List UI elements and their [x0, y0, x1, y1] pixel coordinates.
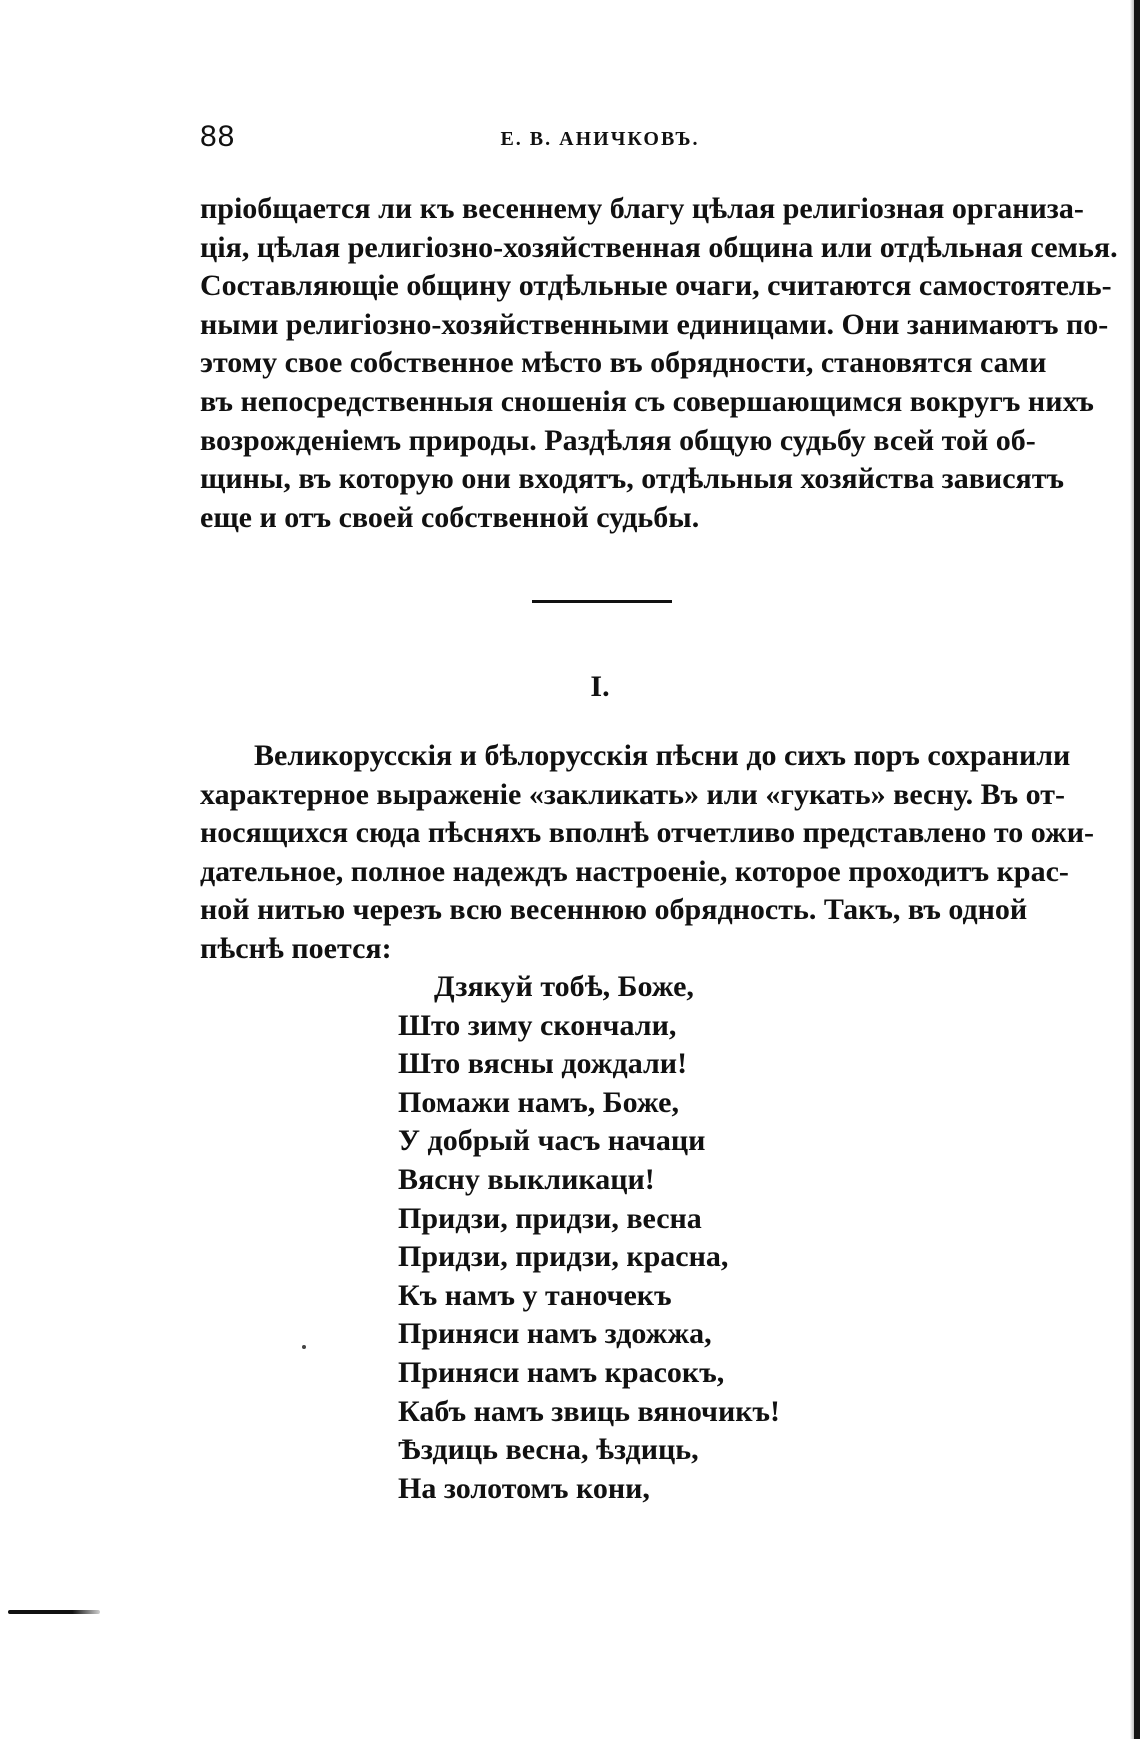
text-line: щины, въ которую они входятъ, отдѣльныя хозяйства зависятъ	[200, 462, 1064, 496]
page-number: 88	[200, 120, 236, 153]
text-line: дательное, полное надеждъ настроеніе, которое проходитъ крас-	[200, 854, 1069, 888]
section-heading: I.	[590, 670, 610, 703]
poem-line: Придзи, придзи, весна	[398, 1201, 702, 1235]
page-header	[200, 120, 1000, 160]
poem-line: Къ намъ у таночекъ	[398, 1278, 672, 1312]
poem-line: Што зиму скончали,	[398, 1008, 677, 1042]
poem-line: Ѣздиць весна, ѣздиць,	[398, 1433, 699, 1467]
poem-line: Придзи, придзи, красна,	[398, 1240, 729, 1274]
text-line: Великорусскія и бѣлорусскія пѣсни до сихъ поръ сохранили	[254, 739, 1071, 772]
page-edge-border	[1134, 0, 1140, 1739]
poem-line: У добрый часъ начаци	[398, 1124, 706, 1158]
section-divider	[532, 600, 672, 603]
text-line: пріобщается ли къ весеннему благу цѣлая религіозная организа-	[200, 192, 1084, 225]
text-line: ной нитью черезъ всю весеннюю обрядность. Такъ, въ одной	[200, 893, 1028, 927]
poem-line: Дзякуй тобѣ, Боже,	[434, 970, 694, 1003]
poem-line: Приняси намъ здожжа,	[398, 1317, 712, 1351]
text-line: еще и отъ своей собственной судьбы.	[200, 500, 700, 534]
poem-line: Помажи намъ, Боже,	[398, 1085, 680, 1119]
text-line: Составляющіе общину отдѣльные очаги, считаются самостоятель-	[200, 269, 1112, 303]
text-line: этому свое собственное мѣсто въ обрядности, становятся сами	[200, 346, 1047, 380]
poem-line: Кабъ намъ звиць вяночикъ!	[398, 1394, 781, 1428]
text-line: ція, цѣлая религіозно-хозяйственная община или отдѣльная семья.	[200, 230, 1118, 264]
text-line: пѣснѣ поется:	[200, 931, 392, 965]
print-speck	[302, 1345, 306, 1349]
text-line: характерное выраженіе «закликать» или «гукать» весну. Въ от-	[200, 777, 1065, 811]
paragraph-intro	[200, 190, 1118, 537]
poem-line: Вясну выкликаци!	[398, 1162, 655, 1196]
poem-line: На золотомъ кони,	[398, 1471, 650, 1505]
text-line: въ непосредственныя сношенія съ совершающимся вокругъ нихъ	[200, 384, 1094, 418]
text-line: носящихся сюда пѣсняхъ вполнѣ отчетливо представлено то ожи-	[200, 816, 1095, 850]
poem-line: Приняси намъ красокъ,	[398, 1355, 725, 1389]
poem-line: Што вясны дождали!	[398, 1047, 688, 1081]
paragraph-section-one	[200, 737, 1095, 969]
margin-mark	[8, 1610, 100, 1614]
poem-verse	[398, 968, 958, 1508]
text-line: возрожденіемъ природы. Раздѣляя общую судьбу всей той об-	[200, 423, 1036, 457]
running-title: Е. В. АНИЧКОВЪ.	[500, 128, 700, 150]
text-line: ными религіозно-хозяйственными единицами. Они занимаютъ по-	[200, 307, 1109, 341]
